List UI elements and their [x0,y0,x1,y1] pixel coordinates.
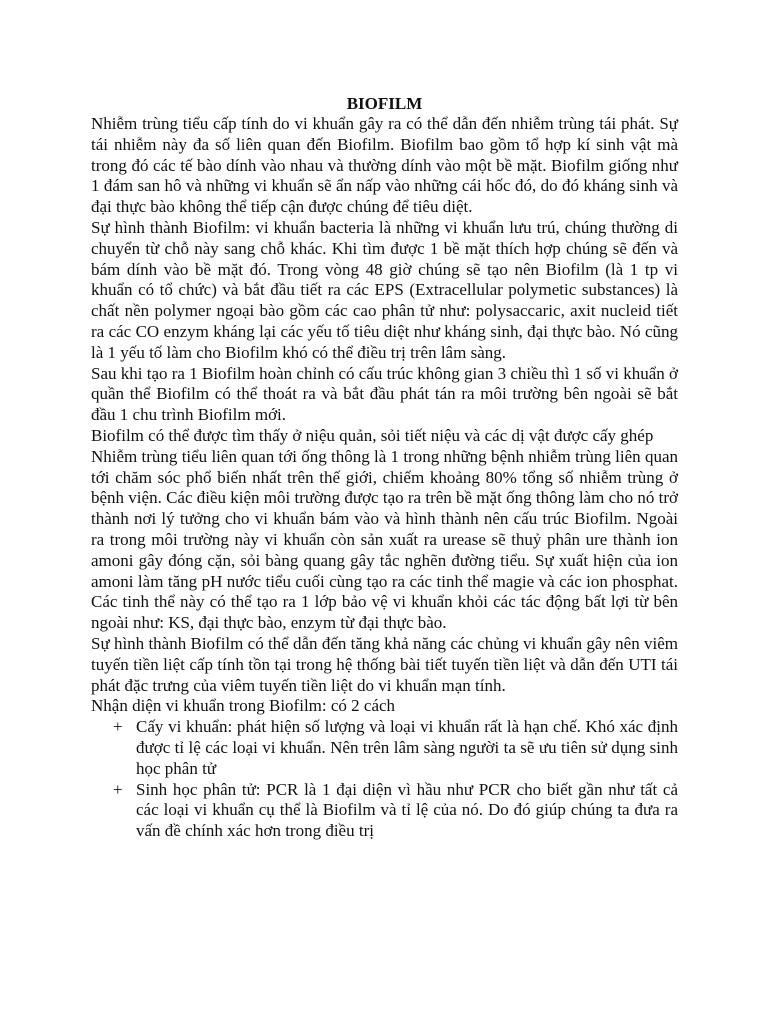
list-item-text: Cấy vi khuẩn: phát hiện số lượng và loại vi khuẩn rất là hạn chế. Khó xác định được tỉ lệ các loại vi khuẩn. Nên trên lâm sàng người ta sẽ ưu tiên sử dụng sinh học phân tử [136,717,678,778]
paragraph-locations: Biofilm có thể được tìm thấy ở niệu quản, sỏi tiết niệu và các dị vật được cấy ghép [91,425,654,445]
list-item-molecular [91,780,678,842]
document-title: BIOFILM [346,94,423,113]
paragraph-intro: Nhiễm trùng tiểu cấp tính do vi khuẩn gây ra có thể dẫn đến nhiễm trùng tái phát. Sự tái nhiễm này đa số liên quan đến Biofilm. Biofilm bao gồm tổ hợp kí sinh vật mà trong đó các tế bào dính vào nhau và thường dính vào một bề mặt. Biofilm giống như 1 đám san hô và những vi khuẩn sẽ ẩn nấp vào những cái hốc đó, do đó kháng sinh và đại thực bào không thể tiếp cận được chúng để tiêu diệt. [91,114,678,217]
list-item-text: Sinh học phân tử: PCR là 1 đại diện vì hầu như PCR cho biết gần như tất cả các loại vi khuẩn cụ thể là Biofilm và tỉ lệ của nó. Do đó giúp chúng ta đưa ra vấn đề chính xác hơn trong điều trị [136,779,678,841]
paragraph-formation: Sự hình thành Biofilm: vi khuẩn bacteria là những vi khuẩn lưu trú, chúng thường di chuyển từ chỗ này sang chỗ khác. Khi tìm được 1 bề mặt thích hợp chúng sẽ đến và bám dính vào bề mặt đó. Trong vòng 48 giờ chúng sẽ tạo nên Biofilm (là 1 tp vi khuẩn có tổ chức) và bắt đầu tiết ra các EPS (Extracellular polymetic substances) là chất nền polymer ngoại bào gồm các cao phân tử như: polysaccaric, axit nucleid tiết ra các CO enzym kháng lại các yếu tố tiêu diệt như kháng sinh, đại thực bào. Nó cũng là 1 yếu tố làm cho Biofilm khó có thể điều trị trên lâm sàng. [91,217,678,362]
bullet-marker: + [113,779,123,799]
paragraph-catheter: Nhiễm trùng tiểu liên quan tới ống thông là 1 trong những bệnh nhiễm trùng liên quan tới chăm sóc phổ biến nhất trên thế giới, chiếm khoảng 80% tổng số nhiễm trùng ở bệnh viện. Các điều kiện môi trường được tạo ra trên bề mặt ống thông làm cho nó trở thành nơi lý tưởng cho vi khuẩn bám vào và hình thành nên cấu trúc Biofilm. Ngoài ra trong môi trường này vi khuẩn còn sản xuất ra urease sẽ thuỷ phân ure thành ion amoni gây đóng cặn, sỏi bàng quang gây tắc nghẽn đường tiểu. Sự xuất hiện của ion amoni làm tăng pH nước tiểu cuối cùng tạo ra các tinh thể magie và các ion phosphat. Các tinh thể này có thể tạo ra 1 lớp bảo vệ vi khuẩn khỏi các tác động bất lợi từ bên ngoài như: KS, đại thực bào, enzym từ đại thực bào. [91,446,678,633]
paragraph-identification: Nhận diện vi khuẩn trong Biofilm: có 2 cách [91,696,396,716]
identification-methods-list [91,717,678,842]
bullet-marker: + [113,717,123,737]
paragraph-prostatitis: Sự hình thành Biofilm có thể dẫn đến tăng khả năng các chủng vi khuẩn gây nên viêm tuyến tiền liệt cấp tính tồn tại trong hệ thống bài tiết tuyến tiền liệt và dẫn đến UTI tái phát đặc trưng của viêm tuyến tiền liệt do vi khuẩn mạn tính. [91,633,678,695]
list-item-culture [91,717,678,779]
paragraph-dispersal: Sau khi tạo ra 1 Biofilm hoàn chỉnh có cấu trúc không gian 3 chiều thì 1 số vi khuẩn ở quần thể Biofilm có thể thoát ra và bắt đầu phát tán ra môi trường bên ngoài sẽ bắt đầu 1 chu trình Biofilm mới. [91,363,678,425]
